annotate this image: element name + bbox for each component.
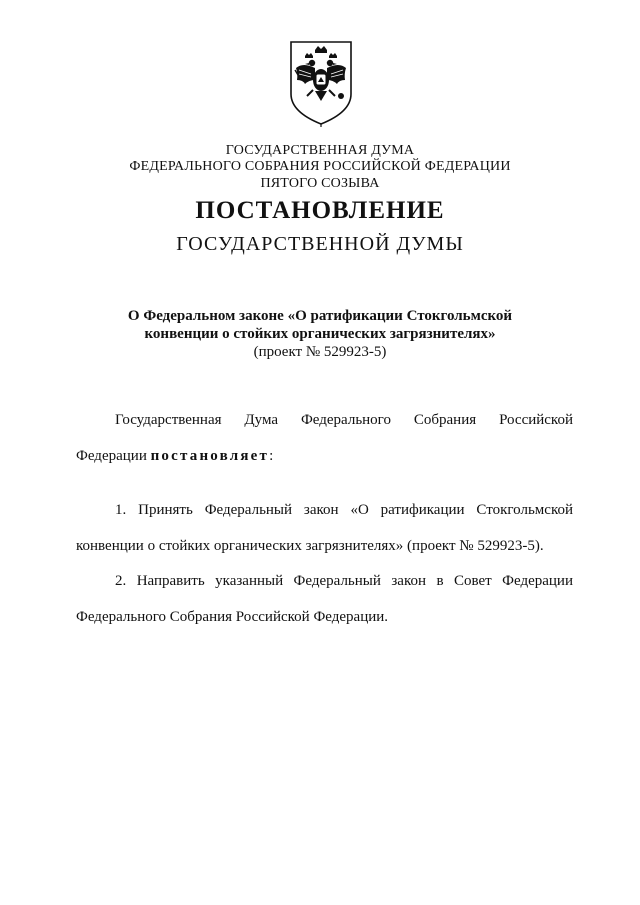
item-1-line-2: конвенции о стойких органических загрязнителях» (проект № 529923-5). [76, 538, 544, 554]
item-2-line-1: 2. Направить указанный Федеральный закон в Совет Федерации [115, 573, 573, 589]
topic-line-2: конвенции о стойких органических загрязнителях» [144, 326, 496, 342]
intro-line-1: Государственная Дума Федерального Собрания Российской [115, 412, 573, 428]
document-subtitle: ГОСУДАРСТВЕННОЙ ДУМЫ [176, 233, 464, 255]
header-line-1: ГОСУДАРСТВЕННАЯ ДУМА [225, 143, 415, 158]
document-title: ПОСТАНОВЛЕНИЕ [195, 197, 445, 224]
resolution-topic [0, 307, 640, 361]
russian-coat-of-arms-icon [285, 36, 357, 128]
intro-prefix: Федерации [76, 448, 147, 464]
header-line-3: ПЯТОГО СОЗЫВА [260, 176, 380, 191]
intro-verb: постановляет [150, 448, 270, 464]
item-2-line-2: Федерального Собрания Российской Федерации. [76, 609, 389, 625]
topic-line-3: (проект № 529923-5) [253, 344, 387, 360]
item-1-line-1: 1. Принять Федеральный закон «О ратификации Стокгольмской [115, 502, 573, 518]
intro-suffix: : [269, 448, 274, 464]
header-line-2: ФЕДЕРАЛЬНОГО СОБРАНИЯ РОССИЙСКОЙ ФЕДЕРАЦИИ [129, 159, 511, 174]
intro-line-2 [76, 447, 573, 465]
emblem [285, 36, 357, 128]
topic-line-1: О Федеральном законе «О ратификации Стокгольмской [127, 308, 513, 324]
